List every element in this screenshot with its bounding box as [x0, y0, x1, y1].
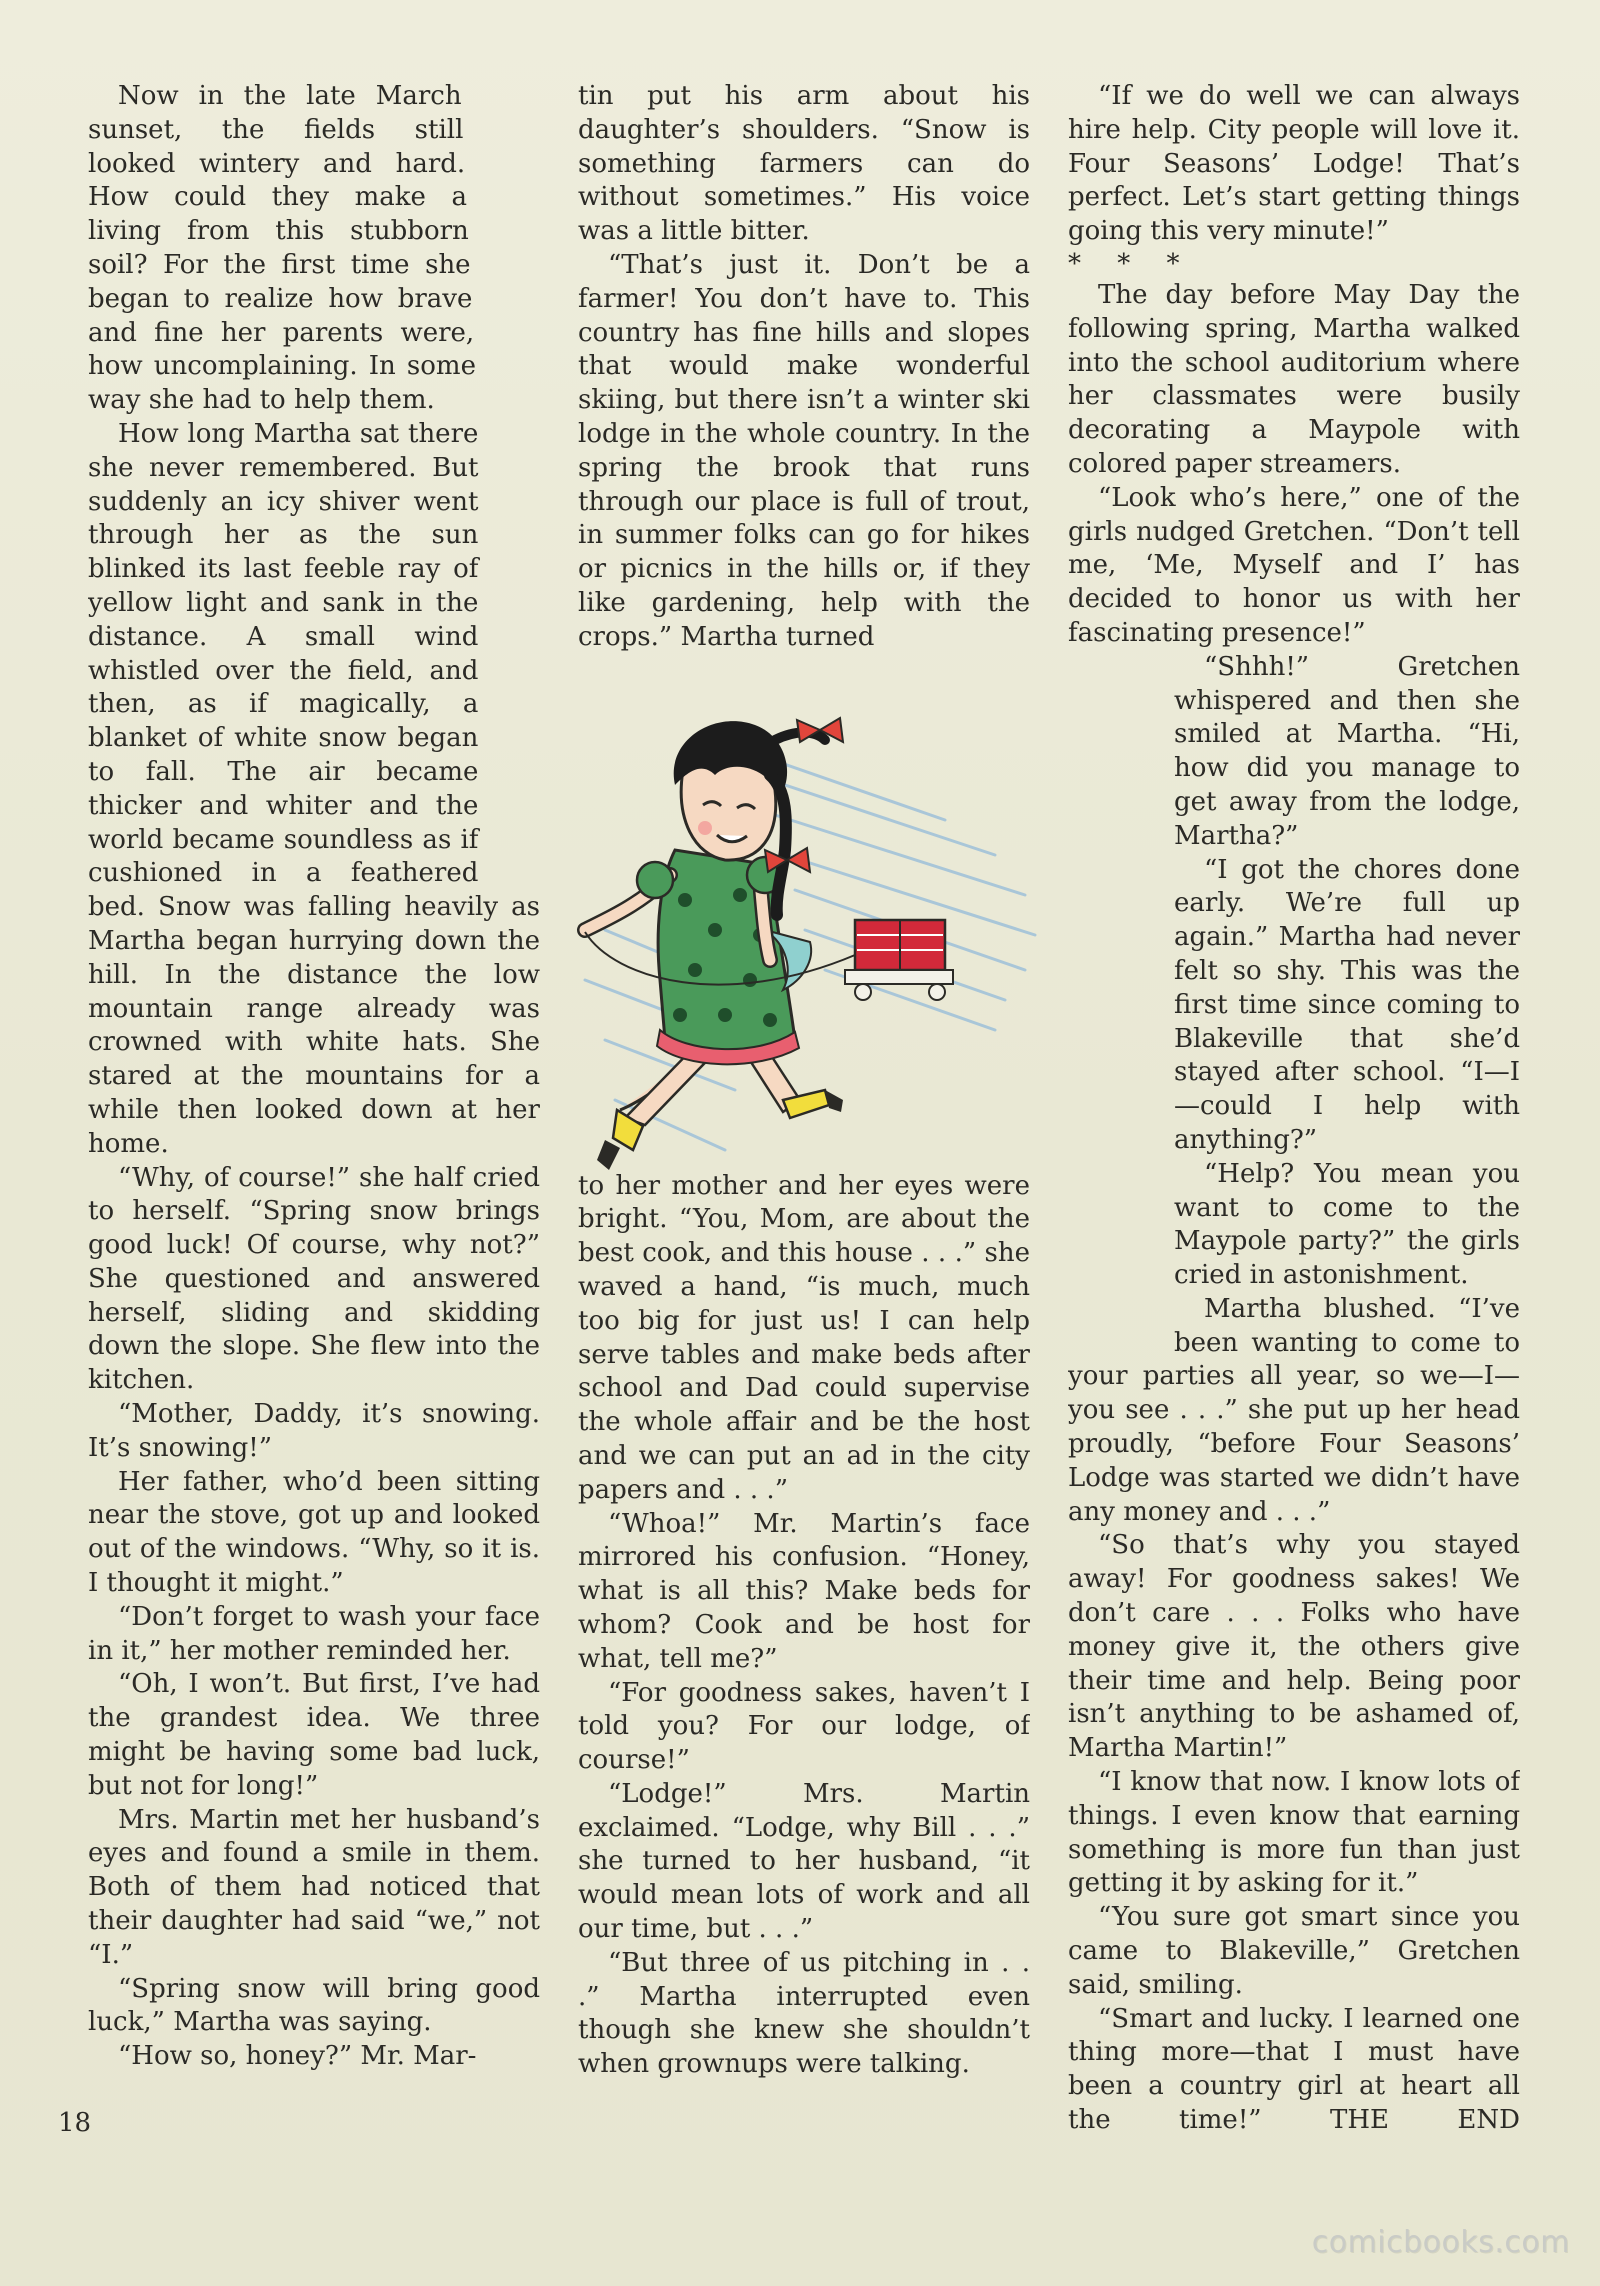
paragraph: “Lodge!” Mrs. Martin exclaimed. “Lodge, why Bill . . .” she turned to her husband, “it would mean lots of work and all our time, but . . .”: [578, 1778, 1030, 1945]
paragraph: “That’s just it. Don’t be a farmer! You don’t have to. This country has fine hills and slopes that would make wonderful skiing, but there isn’t a winter ski lodge in the whole country. In the spring the brook that runs through our place is full of trout, in summer folks can go for hikes or picnics in the hills or, if they like gardening, help with the crops.” Martha turned: [578, 249, 1030, 652]
paragraph: “Spring snow will bring good luck,” Martha was saying.: [88, 1973, 540, 2038]
paragraph: “Help? You mean you want to come to the Maypole party?” the girls cried in astonishment.: [1174, 1158, 1520, 1291]
paragraph: “How so, honey?” Mr. Mar-: [118, 2041, 477, 2072]
paragraph: Her father, who’d been sitting near the stove, got up and looked out of the windows. “Why, so it is. I thought it might.”: [88, 1466, 540, 1599]
paragraph: Martha blushed. “I’ve been wanting to come to your parties all year, so we—I—you see . . .” she put up her head proudly, “before Four Seasons’ Lodge was started we didn’t have any money and . . .”: [1068, 1293, 1520, 1527]
text-column-right: [1068, 80, 1520, 2140]
paragraph: “Don’t forget to wash your face in it,” her mother reminded her.: [88, 1601, 540, 1666]
paragraph: “Oh, I won’t. But first, I’ve had the grandest idea. We three might be having some bad luck, but not for long!”: [88, 1669, 540, 1801]
watermark: comicbooks.com: [1311, 2225, 1570, 2260]
paragraph: “Smart and lucky. I learned one thing more—that I must have been a country girl at heart all the time!” THE END: [1068, 2003, 1520, 2136]
paragraph: “So that’s why you stayed away! For goodness sakes! We don’t care . . . Folks who have money give it, the others give their time and help. Being poor isn’t anything to be ashamed of, Martha Martin!”: [1068, 1530, 1520, 1764]
paragraph: The day before May Day the following spring, Martha walked into the school auditorium where her classmates were busily decorating a Maypole with colored paper streamers.: [1068, 279, 1520, 479]
paragraph: “You sure got smart since you came to Blakeville,” Gretchen said, smiling.: [1068, 1902, 1520, 2000]
section-break: * * *: [1068, 248, 1194, 279]
paragraph: “I got the chores done early. We’re full up again.” Martha had never felt so shy. This was the first time since coming to Blakeville that she’d stayed after school. “I—I—could I help with anything?”: [1174, 854, 1520, 1155]
paragraph: “Look who’s here,” one of the girls nudged Gretchen. “Don’t tell me, ‘Me, Myself and I’ has decided to honor us with her fascinating presence!”: [1068, 482, 1520, 648]
paragraph: tin put his arm about his daughter’s shoulders. “Snow is something farmers can do without sometimes.” His voice was a little bitter.: [578, 81, 1030, 247]
paragraph: to her mother and her eyes were bright. “You, Mom, are about the best cook, and this house . . .” she waved a hand, “is much, much too big for just us! I can help serve tables and make beds after school and Dad could supervise the whole affair and be the host and we can put an ad in the city papers and . . .”: [578, 1170, 1030, 1505]
text-column-left: [88, 80, 540, 2140]
paragraph: “Whoa!” Mr. Martin’s face mirrored his confusion. “Honey, what is all this? Make beds for whom? Cook and be host for what, tell me?”: [578, 1508, 1030, 1674]
paragraph: “Shhh!” Gretchen whispered and then she smiled at Martha. “Hi, how did you manage to get away from the lodge, Martha?”: [1174, 651, 1520, 851]
paragraph: “For goodness sakes, haven’t I told you? For our lodge, of course!”: [578, 1677, 1030, 1776]
paragraph: “Why, of course!” she half cried to herself. “Spring snow brings good luck! Of course, why not?” She questioned and answered herself, sliding and skidding down the slope. She flew into the kitchen.: [88, 1162, 540, 1396]
girl-with-wagon-illustration: [525, 680, 1085, 1240]
paragraph: Mrs. Martin met her husband’s eyes and found a smile in them. Both of them had noticed that their daughter had said “we,” not “I.”: [88, 1804, 540, 1970]
paragraph: “I know that now. I know lots of things. I even know that earning something is more fun than just getting it by asking for it.”: [1068, 1767, 1520, 1899]
paragraph: “Mother, Daddy, it’s snowing. It’s snowing!”: [88, 1399, 540, 1463]
paragraph: How long Martha sat there she never remembered. But suddenly an icy shiver went through her as the sun blinked its last feeble ray of yellow light and sank in the distance. A small wind whistled over the field, and then, as if magically, a blanket of white snow began to fall. The air became thicker and whiter and the world became soundless as if cushioned in a feathered bed. Snow was falling heavily as Martha began hurrying down the hill. In the distance the low mountain range already was crowned with white hats. She stared at the mountains for a while then looked down at her home.: [88, 418, 540, 1159]
page-number: 18: [58, 2108, 92, 2138]
paragraph: Now in the late March sunset, the fields still looked wintery and hard. How could they make a living from this stubborn soil? For the first time she began to realize how brave and fine her parents were, how uncomplaining. In some way she had to help them.: [88, 81, 476, 416]
paragraph: “If we do well we can always hire help. City people will love it. Four Seasons’ Lodge! That’s perfect. Let’s start getting things going this very minute!”: [1068, 81, 1520, 247]
wagon-with-books: [845, 920, 953, 1000]
girl-dress: [657, 850, 811, 1064]
paragraph: “But three of us pitching in . . .” Martha interrupted even though she knew she shouldn’t when grownups were talking.: [578, 1947, 1030, 2080]
